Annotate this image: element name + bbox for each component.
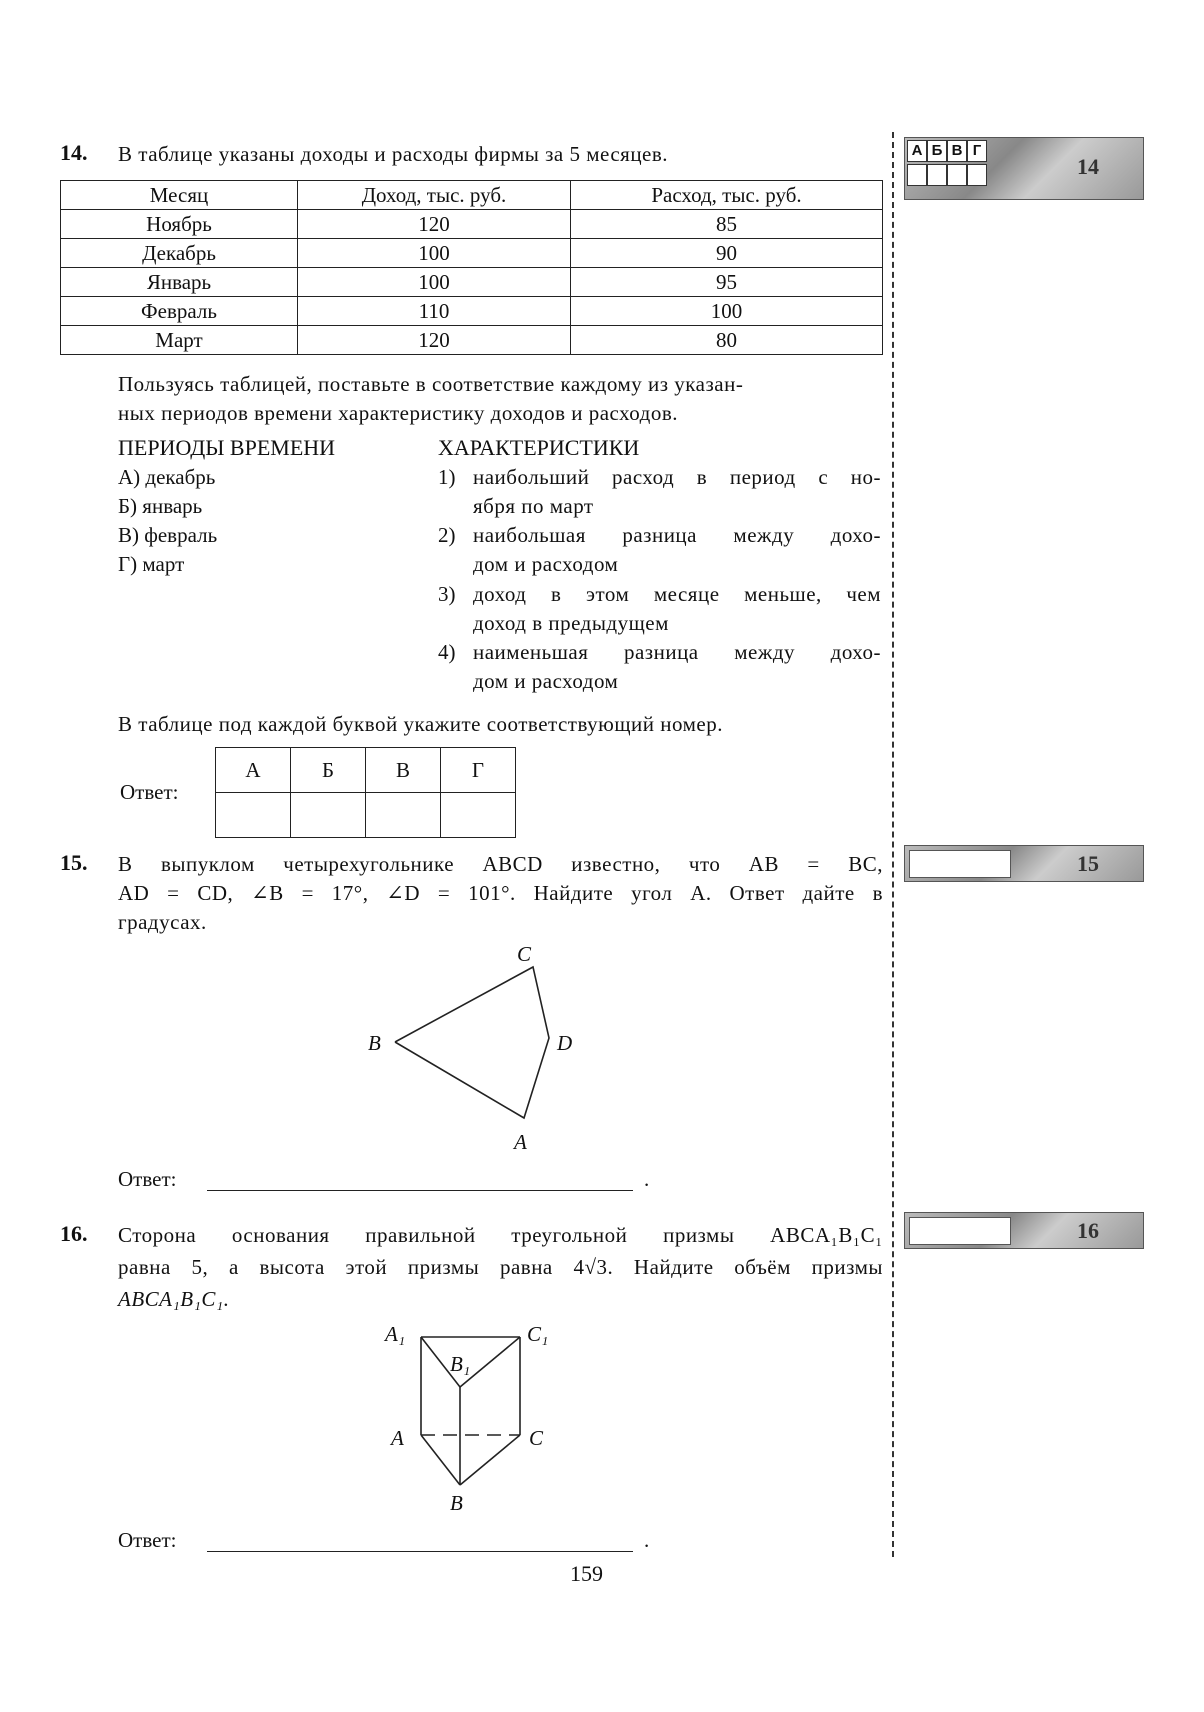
answer-letter: В	[366, 748, 441, 793]
table-header-cell: Доход, тыс. руб.	[298, 181, 571, 210]
problem-number: 14.	[60, 140, 88, 165]
answer-letter: Б	[291, 748, 366, 793]
char-text: дом и расходом	[473, 669, 619, 693]
table-cell: Март	[61, 326, 298, 355]
char-text: доход в этом месяце меньше, чем	[473, 582, 881, 606]
vertex-label-a: A	[514, 1130, 527, 1154]
table-cell: Январь	[61, 268, 298, 297]
page-number: 159	[570, 1561, 603, 1586]
answer-period: .	[644, 1167, 650, 1191]
problem-text: Сторона основания правильной треугольной призмы ABCA₁B₁C₁	[118, 1223, 883, 1247]
vertex-label-d: D	[557, 1031, 573, 1055]
box-letter-a: А	[907, 140, 927, 162]
char-text: наибольший расход в период с но-	[473, 465, 881, 489]
vertex-label-c: C	[517, 942, 532, 966]
table-instruction: В таблице под каждой буквой укажите соответствующий номер.	[118, 712, 723, 736]
table-cell: 110	[298, 297, 571, 326]
table-cell: 85	[571, 210, 883, 239]
table-cell: Декабрь	[61, 239, 298, 268]
problem-text: градусах.	[118, 910, 207, 934]
instruction-line: Пользуясь таблицей, поставьте в соответствие каждому из указан-	[118, 372, 744, 396]
char-text: ября по март	[473, 494, 594, 518]
box-letter-b: Б	[927, 140, 947, 162]
vertex-label-b: B	[368, 1031, 381, 1055]
table-cell: Ноябрь	[61, 210, 298, 239]
answer-line[interactable]	[207, 1529, 633, 1552]
table-cell: 95	[571, 268, 883, 297]
problem-number: 16.	[60, 1221, 88, 1246]
table-cell: 120	[298, 210, 571, 239]
vertex-label-c1: C₁	[527, 1322, 549, 1346]
char-number: 1)	[438, 465, 456, 489]
table-cell: 80	[571, 326, 883, 355]
char-number: 4)	[438, 640, 456, 664]
table-cell: 100	[571, 297, 883, 326]
period-item: В) февраль	[118, 523, 218, 547]
vertex-label-b: B	[450, 1491, 463, 1515]
char-text: доход в предыдущем	[473, 611, 669, 635]
vertex-label-b1: B₁	[450, 1352, 471, 1376]
box-letter-v: В	[947, 140, 967, 162]
period-item: Б) январь	[118, 494, 203, 518]
table-cell: Февраль	[61, 297, 298, 326]
answer-box-tag: 15	[1077, 851, 1099, 876]
answer-letter: Г	[441, 748, 516, 793]
problem-text: В выпуклом четырехугольнике ABCD известно, что AB = BC,	[118, 852, 883, 876]
table-cell: 100	[298, 239, 571, 268]
char-number: 3)	[438, 582, 456, 606]
answer-label: Ответ:	[118, 1528, 177, 1552]
table-cell: 100	[298, 268, 571, 297]
table-header-cell: Расход, тыс. руб.	[571, 181, 883, 210]
answer-label: Ответ:	[120, 780, 179, 804]
characteristics-title: ХАРАКТЕРИСТИКИ	[438, 435, 640, 460]
char-text: наибольшая разница между дохо-	[473, 523, 881, 547]
answer-box-tag: 14	[1077, 154, 1099, 179]
answer-label: Ответ:	[118, 1167, 177, 1191]
problem-text: ABCA₁B₁C₁.	[118, 1287, 230, 1311]
box-letter-g: Г	[967, 140, 987, 162]
instruction-line: ных периодов времени характеристику доходов и расходов.	[118, 401, 679, 425]
answer-period: .	[644, 1528, 650, 1552]
vertex-label-a: A	[391, 1426, 404, 1450]
problem-text: равна 5, а высота этой призмы равна 4√3. Найдите объём призмы	[118, 1255, 883, 1279]
char-text: дом и расходом	[473, 552, 619, 576]
char-number: 2)	[438, 523, 456, 547]
answer-line[interactable]	[207, 1168, 633, 1191]
vertex-label-c: C	[529, 1426, 544, 1450]
table-header-cell: Месяц	[61, 181, 298, 210]
problem-text: AD = CD, ∠B = 17°, ∠D = 101°. Найдите угол A. Ответ дайте в	[118, 881, 883, 905]
char-text: наименьшая разница между дохо-	[473, 640, 881, 664]
vertex-label-a1: A₁	[385, 1322, 406, 1346]
answer-letter: А	[216, 748, 291, 793]
table-cell: 90	[571, 239, 883, 268]
table-cell: 120	[298, 326, 571, 355]
problem-text: В таблице указаны доходы и расходы фирмы за 5 месяцев.	[118, 142, 669, 166]
period-item: А) декабрь	[118, 465, 216, 489]
answer-box-tag: 16	[1077, 1218, 1099, 1243]
period-item: Г) март	[118, 552, 185, 576]
problem-number: 15.	[60, 850, 88, 875]
periods-title: ПЕРИОДЫ ВРЕМЕНИ	[118, 435, 336, 460]
